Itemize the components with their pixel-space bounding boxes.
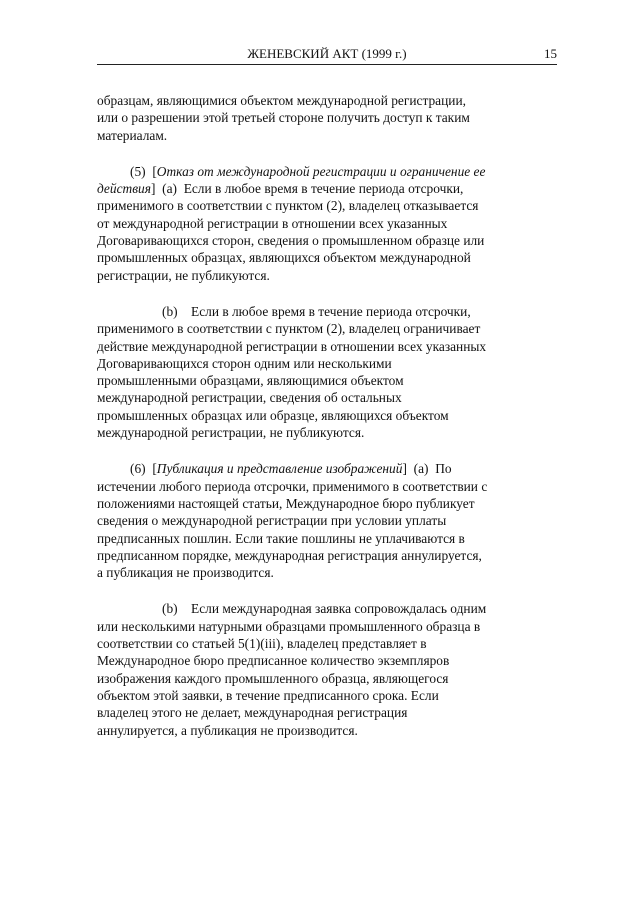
- subsection-label: (a): [413, 461, 429, 477]
- running-header: [97, 46, 557, 65]
- document-body: [97, 92, 557, 758]
- text-line: а публикация не производится.: [97, 565, 274, 581]
- text-line: истечении любого периода отсрочки, применимого в соответствии с: [97, 478, 488, 494]
- text-line: образцам, являющимися объектом международной регистрации,: [97, 93, 466, 108]
- section-title: Публикация и представление изображений: [156, 461, 403, 477]
- text-line: сведения о международной регистрации при условии уплаты: [97, 513, 447, 529]
- text-line: материалам.: [97, 127, 168, 143]
- text-line: или несколькими натурными образцами промышленного образца в: [97, 618, 481, 634]
- text-line: владелец этого не делает, международная регистрация: [97, 705, 408, 721]
- paragraph-6a: [97, 460, 557, 581]
- text-line: международной регистрации, сведения об остальных: [97, 390, 402, 406]
- paragraph-6b: [97, 600, 557, 738]
- text-line: положениями настоящей статьи, Международное бюро публикует: [97, 495, 475, 511]
- text-line: Договаривающихся сторон, сведения о промышленном образце или: [97, 233, 485, 249]
- text-line: (b) Если международная заявка сопровождалась одним: [162, 601, 487, 617]
- text-line: предписанных пошлин. Если такие пошлины не уплачиваются в: [97, 530, 465, 546]
- subsection-label: (a): [162, 181, 177, 197]
- text-line: действия] (a) Если в любое время в течение периода отсрочки,: [97, 181, 464, 197]
- text-line: аннулируется, а публикация не производится.: [97, 722, 358, 738]
- section-title: Отказ от международной регистрации и ограничение ее: [156, 163, 486, 179]
- bracket-close: ]: [150, 181, 156, 197]
- section-number: (6): [130, 461, 146, 477]
- text-line: Договаривающихся сторон одним или несколькими: [97, 355, 392, 371]
- text-line: изображения каждого промышленного образца, являющегося: [97, 670, 449, 686]
- subsection-label: (b): [162, 303, 178, 319]
- bracket-open: [: [152, 461, 157, 477]
- paragraph-5a: [97, 163, 557, 284]
- text-line: предписанном порядке, международная регистрация аннулируется,: [97, 547, 482, 563]
- paragraph-5b: [97, 303, 557, 441]
- text-line: (b) Если в любое время в течение периода отсрочки,: [162, 303, 471, 319]
- section-number: (5): [130, 163, 146, 179]
- page-number: 15: [544, 46, 557, 61]
- bracket-close: ]: [402, 461, 407, 477]
- text-line: промышленных образцах или образце, являющихся объектом: [97, 407, 449, 423]
- text-line: промышленными образцами, являющимися объектом: [97, 373, 404, 389]
- text-line: от международной регистрации в отношении всех указанных: [97, 215, 448, 231]
- subsection-label: (b): [162, 601, 178, 617]
- text-line: или о разрешении этой третьей стороне получить доступ к таким: [97, 110, 470, 126]
- section-title-cont: действия: [97, 181, 151, 197]
- text-line: применимого в соответствии с пунктом (2), владелец отказывается: [97, 198, 479, 214]
- text-line: применимого в соответствии с пунктом (2), владелец ограничивает: [97, 321, 481, 337]
- text-line: соответствии со статьей 5(1)(iii), владелец представляет в: [97, 636, 427, 652]
- text-line: регистрации, не публикуются.: [97, 267, 270, 283]
- text-line: объектом этой заявки, в течение предписанного срока. Если: [97, 687, 439, 703]
- header-title: ЖЕНЕВСКИЙ АКТ (1999 г.): [247, 46, 407, 61]
- text-line: действие международной регистрации в отношении всех указанных: [97, 338, 487, 354]
- text-line: промышленных образцах, являющихся объектом международной: [97, 250, 471, 266]
- text-line: (6) [Публикация и представление изображений] (a) По: [130, 461, 452, 477]
- paragraph-continuation: [97, 92, 557, 144]
- text-line: Международное бюро предписанное количество экземпляров: [97, 653, 450, 669]
- bracket-open: [: [152, 163, 157, 179]
- text-line: международной регистрации, не публикуются.: [97, 425, 365, 441]
- text-line: [97, 163, 557, 180]
